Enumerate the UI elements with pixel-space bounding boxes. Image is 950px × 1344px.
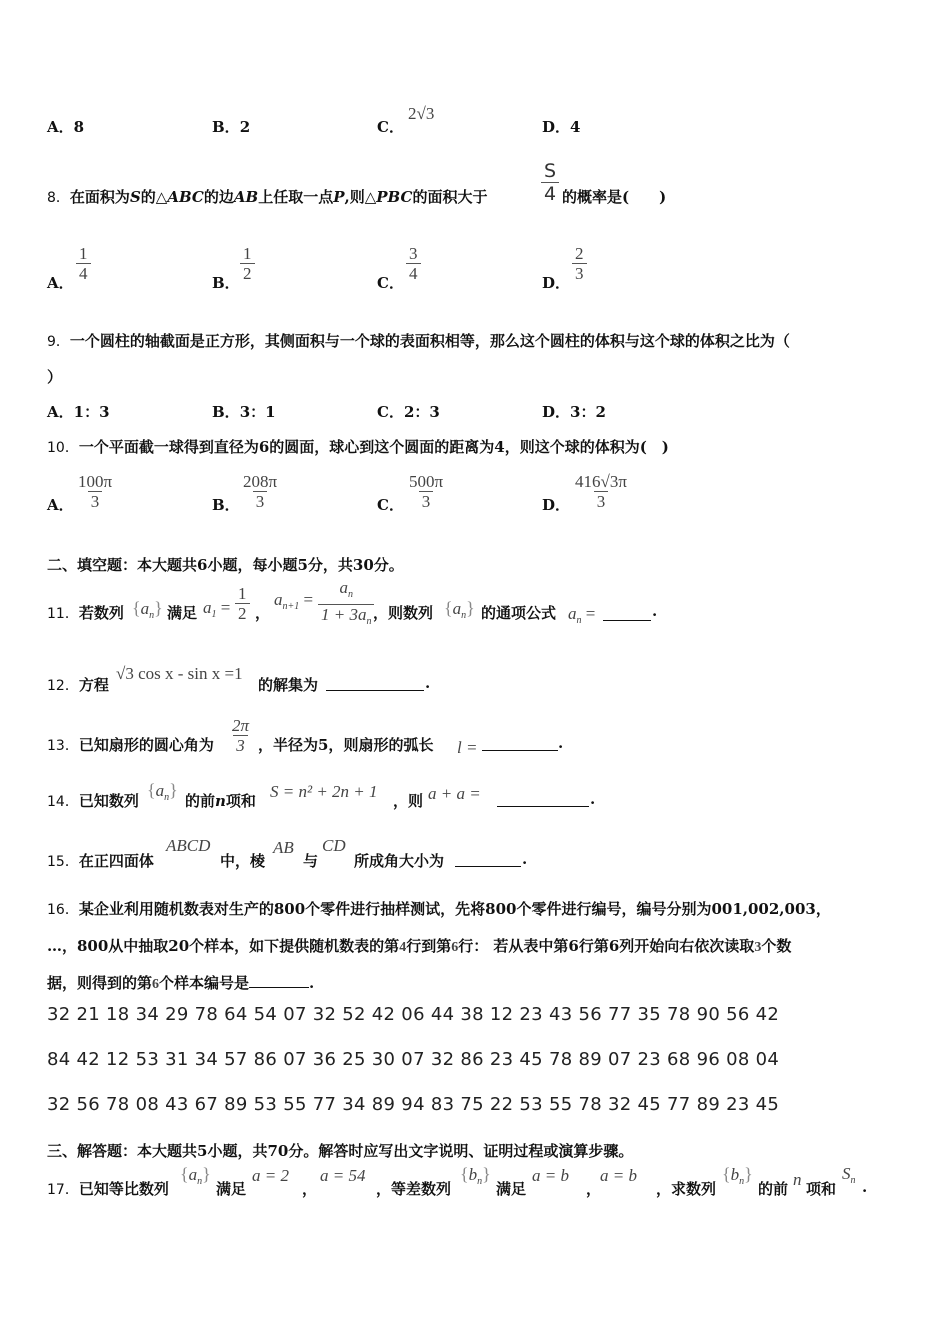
q14-text-3: ，则 (393, 792, 424, 810)
q11-text-3: ，则数列 (373, 604, 434, 622)
q7-options (0, 104, 950, 152)
q9-text: 9．一个圆柱的轴截面是正方形，其侧面积与一个球的表面积相等，那么这个圆柱的体积与这个球的体积之比为（ (47, 332, 790, 350)
q17-comma-2: ， (586, 1180, 602, 1198)
q17-text-5: ，求数列 (656, 1180, 717, 1198)
q12-stem (0, 658, 950, 698)
q13-angle: $\frac{2\pi}{3}$ (232, 716, 250, 755)
q9-option-d: D．3：2 (542, 403, 606, 421)
q9-stem (0, 328, 950, 388)
q17-stem (0, 1162, 950, 1206)
q14-stem (0, 774, 950, 818)
q8-fraction: $\frac{S}{4}$ (541, 160, 559, 205)
q9-option-c: C．2：3 (377, 403, 440, 421)
q14-seq: $\{a_n\}$ (147, 780, 178, 803)
q14-end: . (590, 790, 596, 808)
q10-options (0, 470, 950, 522)
q11-text-1: 11．若数列 (47, 604, 124, 622)
q14-formula-2: a + a = (428, 784, 481, 803)
q11-seq-an-2: $\{a_n\}$ (444, 598, 475, 621)
q17-end: . (862, 1178, 868, 1196)
q8-text: 8．在面积为S的△ABC的边AB上任取一点P,则△PBC的面积大于 (47, 188, 488, 206)
q13-text-2: ，半径为5，则扇形的弧长 (258, 736, 434, 754)
q11-stem (0, 578, 950, 632)
q9-option-a: A．1：3 (47, 403, 110, 421)
random-table-row-6: 32 56 78 08 43 67 89 53 55 77 34 89 94 83 75 22 53 55 78 32 45 77 89 23 45 (47, 1094, 780, 1115)
q9-text-close: ） (47, 368, 63, 386)
q13-stem (0, 716, 950, 766)
q11-answer-blank[interactable] (603, 606, 651, 621)
q11-an-result: $a_n$ = (568, 604, 596, 626)
q8-options (0, 244, 950, 294)
q8-text-end: 的概率是( ) (562, 188, 667, 206)
q15-answer-blank[interactable] (455, 852, 521, 867)
section-2-title: 二、填空题：本大题共6小题，每小题5分，共30分。 (47, 556, 404, 574)
q8-stem (0, 160, 950, 220)
q11-recurrence: $\frac{a_n}{1 + 3a_n}$ (318, 578, 374, 631)
q17-f1: a = 2 (252, 1166, 289, 1185)
q7-option-c-label: C． (377, 118, 404, 136)
section-3-title: 三、解答题：本大题共5小题，共70分。解答时应写出文字说明、证明过程或演算步骤。 (47, 1142, 634, 1160)
q8-option-d-label: D． (542, 274, 571, 292)
q8-option-a-value: $\frac{1}{4}$ (76, 244, 91, 283)
q10-option-d-label: D． (542, 496, 571, 514)
q17-text-1: 17．已知等比数列 (47, 1180, 169, 1198)
q12-formula: √3 cos x - sin x =1 (116, 664, 243, 683)
q15-stem (0, 834, 950, 878)
q17-f2: a = 54 (320, 1166, 366, 1185)
q17-text-7: 项和 (806, 1180, 837, 1198)
q10-text: 10．一个平面截一球得到直径为6的圆面，球心到这个圆面的距离为4，则这个球的体积为( ) (47, 438, 669, 456)
q11-text-4: 的通项公式 (481, 604, 557, 622)
q17-seq-b: $\{b_n\}$ (460, 1164, 491, 1187)
q16-line-3: 据，则得到的第6个样本编号是 . (47, 974, 315, 992)
q17-f4: a = b (600, 1166, 637, 1185)
q10-option-c-label: C． (377, 496, 404, 514)
q8-option-b-label: B． (212, 274, 240, 292)
q10-option-b-value: $\frac{208\pi}{3}$ (243, 472, 278, 511)
q10-option-c-value: $\frac{500\pi}{3}$ (409, 472, 444, 511)
q15-text-1: 15．在正四面体 (47, 852, 154, 870)
q11-half: $\frac{1}{2}$ (235, 584, 250, 623)
q16-stem (0, 896, 950, 996)
q11-an1: $a_{n+1}$ = (274, 590, 314, 612)
q11-a1: $a_1$ = (203, 598, 231, 620)
q7-option-b: B．2 (212, 118, 251, 136)
q17-seq-a: $\{a_n\}$ (180, 1164, 211, 1187)
q17-text-3: ，等差数列 (376, 1180, 452, 1198)
q15-text-3: 与 (303, 852, 319, 870)
q15-text-2: 中，棱 (220, 852, 266, 870)
q8-option-c-value: $\frac{3}{4}$ (406, 244, 421, 283)
q10-option-d-value: $\frac{416√3\pi}{3}$ (575, 472, 627, 511)
q15-cd: CD (322, 836, 346, 855)
q12-text-2: 的解集为 (258, 676, 319, 694)
q17-n: n (793, 1170, 802, 1189)
q13-end: . (558, 734, 564, 752)
q7-option-a: A．8 (47, 118, 85, 136)
q8-option-a-label: A． (47, 274, 74, 292)
q17-comma-1: ， (302, 1180, 318, 1198)
q8-option-d-value: $\frac{2}{3}$ (572, 244, 587, 283)
q16-answer-blank[interactable] (249, 973, 309, 988)
q17-sn: $S_n$ (842, 1164, 856, 1186)
q14-text-2: 的前n项和 (185, 792, 256, 810)
q17-text-6: 的前 (758, 1180, 789, 1198)
q7-option-c-value: 2√3 (408, 104, 435, 123)
q17-f3: a = b (532, 1166, 569, 1185)
q11-text-2: 满足 (167, 604, 198, 622)
q14-answer-blank[interactable] (497, 792, 589, 807)
q12-end: . (425, 674, 431, 692)
q10-stem (0, 434, 950, 474)
q13-answer-blank[interactable] (482, 736, 558, 751)
q10-option-b-label: B． (212, 496, 240, 514)
q13-l: l = (457, 738, 478, 757)
q8-option-c-label: C． (377, 274, 404, 292)
q11-seq-an: $\{a_n\}$ (132, 598, 163, 621)
q17-text-4: 满足 (496, 1180, 527, 1198)
q15-text-4: 所成角大小为 (354, 852, 445, 870)
q10-option-a-label: A． (47, 496, 74, 514)
q17-text-2: 满足 (216, 1180, 247, 1198)
q15-ab: AB (273, 838, 294, 857)
q11-end: . (652, 602, 658, 620)
q12-text-1: 12．方程 (47, 676, 109, 694)
q15-abcd: ABCD (166, 836, 211, 855)
q7-option-d: D．4 (542, 118, 581, 136)
random-table-row-4: 32 21 18 34 29 78 64 54 07 32 52 42 06 44 38 12 23 43 56 77 35 78 90 56 42 (47, 1004, 780, 1025)
q12-answer-blank[interactable] (326, 676, 424, 691)
q10-option-a-value: $\frac{100\pi}{3}$ (78, 472, 113, 511)
q8-option-b-value: $\frac{1}{2}$ (240, 244, 255, 283)
q16-line-2: …，800从中抽取20个样本，如下提供随机数表的第4行到第6行： 若从表中第6行第6列开始向右依次读取3个数 (47, 937, 792, 955)
q13-text-1: 13．已知扇形的圆心角为 (47, 736, 214, 754)
q9-option-b: B．3：1 (212, 403, 276, 421)
q17-seq-b-2: $\{b_n\}$ (722, 1164, 753, 1187)
q15-end: . (522, 850, 528, 868)
q16-line-1: 16．某企业利用随机数表对生产的800个零件进行抽样测试，先将800个零件进行编号，编号分别为001,002,003， (47, 900, 831, 918)
q14-text-1: 14．已知数列 (47, 792, 139, 810)
random-table-row-5: 84 42 12 53 31 34 57 86 07 36 25 30 07 32 86 23 45 78 89 07 23 68 96 08 04 (47, 1049, 780, 1070)
q14-formula: S = n² + 2n + 1 (270, 782, 378, 801)
q11-comma: ， (255, 604, 271, 622)
